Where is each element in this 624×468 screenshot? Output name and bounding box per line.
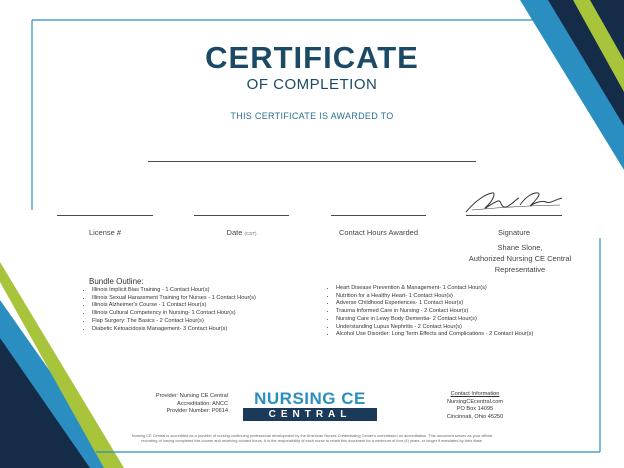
contact-website: NursingCEcentral.com bbox=[447, 398, 503, 405]
logo-bottom-text: CENTRAL bbox=[243, 408, 377, 421]
date-timezone: (CST) bbox=[244, 231, 257, 236]
list-item: • Trauma Informed Care in Nursing - 2 Contact Hour(s) bbox=[336, 308, 598, 316]
certificate-title: CERTIFICATE bbox=[205, 40, 419, 75]
signer-title-line2: Representative bbox=[494, 265, 546, 274]
date-label: Date bbox=[226, 228, 243, 237]
signer-name: Shane Slone, bbox=[497, 243, 543, 252]
list-item: • Adverse Childhood Experiences- 1 Contact Hour(s) bbox=[336, 300, 598, 308]
contact-hours-line bbox=[331, 215, 426, 216]
list-item: • Understanding Lupus Nephritis - 2 Contact Hour(s) bbox=[336, 324, 598, 332]
license-line bbox=[57, 215, 153, 216]
list-item: • Heart Disease Prevention & Management- 1 Contact Hour(s) bbox=[336, 285, 598, 293]
logo-top-text: NURSING CE bbox=[254, 389, 366, 408]
list-item: • Illinois Alzheimer's Course - 1 Contact Hour(s) bbox=[92, 302, 332, 310]
recipient-name-line bbox=[148, 161, 476, 162]
contact-city: Cincinnati, Ohio 45250 bbox=[446, 413, 504, 420]
signer-title-line1: Authorized Nursing CE Central bbox=[468, 254, 572, 263]
list-item: • Flap Surgery: The Basics - 2 Contact Hour(s) bbox=[92, 318, 332, 326]
provider-number: Provider Number: P0614 bbox=[166, 408, 228, 414]
accreditation-disclaimer: Nursing CE Central is accredited as a provider of nursing continuing professional development by the American Nurses Credentialing Center's commission on accreditation. This document serves as your official recording of having completed this course and receiving contact hours. It is the responsibility of each nurse to retain this document for a minimum of four (4) years, or longer if mandated by their state. bbox=[131, 433, 493, 443]
list-item: • Illinois Cultural Competency in Nursing- 1 Contact Hour(s) bbox=[92, 310, 332, 318]
contact-hours-label: Contact Hours Awarded bbox=[338, 228, 419, 237]
date-label-group bbox=[194, 228, 289, 237]
license-label: License # bbox=[88, 228, 122, 237]
list-item: • Illinois Implicit Bias Training - 1 Contact Hour(s) bbox=[92, 287, 332, 295]
provider-name: Provider: Nursing CE Central bbox=[155, 393, 228, 399]
signature-label: Signature bbox=[497, 228, 531, 237]
list-item: • Nursing Care in Lewy Body Dementia- 2 Contact Hour(s) bbox=[336, 316, 598, 324]
handwritten-signature bbox=[462, 188, 568, 216]
contact-info bbox=[420, 391, 530, 421]
provider-info bbox=[108, 393, 228, 416]
certificate-subtitle: OF COMPLETION bbox=[246, 76, 378, 93]
bundle-heading: Bundle Outline: bbox=[89, 277, 144, 286]
bundle-right-list bbox=[326, 285, 598, 339]
bundle-left-list bbox=[82, 287, 332, 333]
date-line bbox=[194, 215, 289, 216]
awarded-to-text: THIS CERTIFICATE IS AWARDED TO bbox=[230, 111, 394, 121]
contact-po-box: PO Box 14095 bbox=[456, 406, 494, 412]
list-item: • Nutrition for a Healthy Heart- 1 Contact Hour(s) bbox=[336, 293, 598, 301]
nursing-ce-central-logo bbox=[243, 390, 377, 421]
signer-block bbox=[440, 242, 600, 275]
contact-heading: Contact Information bbox=[450, 391, 500, 397]
provider-accreditation: Accreditation: ANCC bbox=[177, 400, 228, 407]
list-item: • Illinois Sexual Harassment Training for Nurses - 1 Contact Hour(s) bbox=[92, 295, 332, 303]
list-item: • Alcohol Use Disorder: Long Term Effects and Complications - 2 Contact Hour(s) bbox=[336, 331, 598, 339]
list-item: • Diabetic Ketoacidosis Management- 3 Contact Hour(s) bbox=[92, 326, 332, 334]
